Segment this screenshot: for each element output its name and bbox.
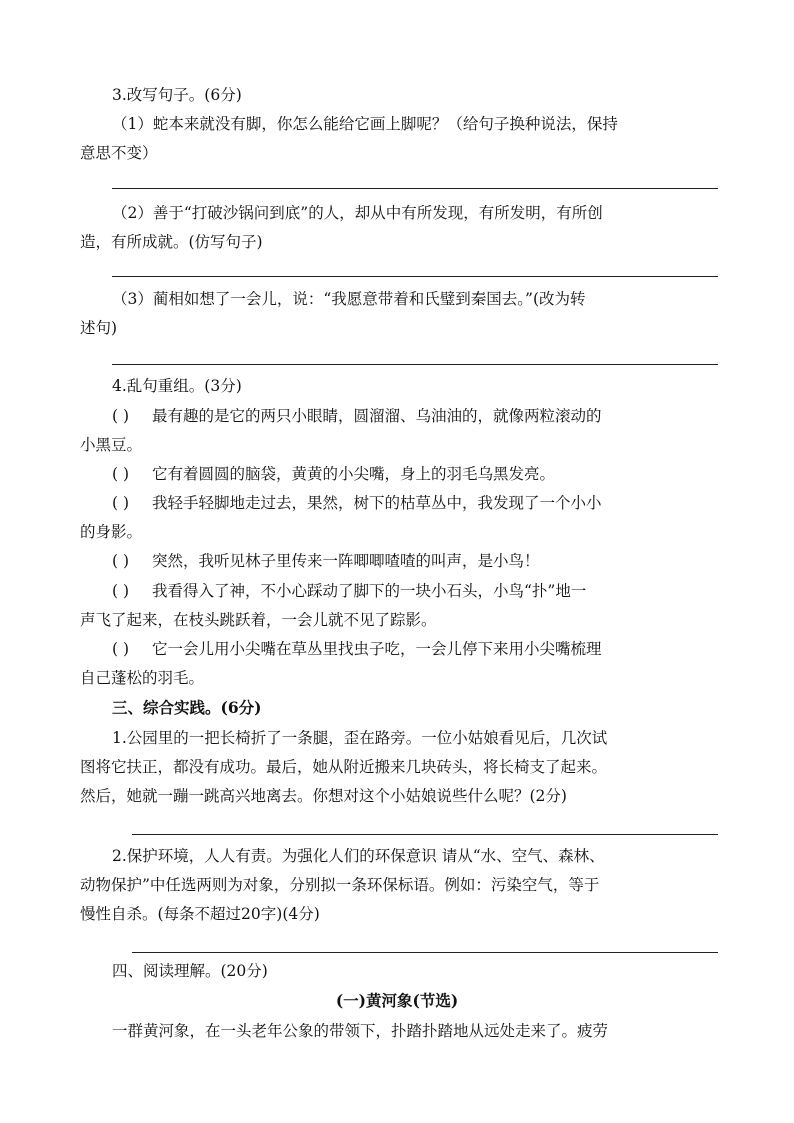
q4-item-3-line2: 的身影。: [80, 523, 143, 541]
q4-item-6-text: 它一会儿用小尖嘴在草丛里找虫子吃，一会儿停下来用小尖嘴梳理: [152, 640, 602, 658]
section3-q2-line3: 慢性自杀。(每条不超过20字)(4分): [80, 905, 320, 923]
answer-line-q3-3[interactable]: [112, 364, 718, 365]
q3-sentence1-line1: （1）蛇本来就没有脚，你怎么能给它画上脚呢？（给句子换种说法，保持: [112, 115, 618, 133]
answer-line-section3-q1[interactable]: [132, 834, 718, 835]
blank-paren[interactable]: ( ): [112, 494, 130, 512]
blank-paren[interactable]: ( ): [112, 552, 130, 570]
answer-line-section3-q2[interactable]: [132, 952, 718, 953]
answer-line-q3-1[interactable]: [112, 188, 718, 189]
q4-item-1-line2: 小黑豆。: [80, 436, 143, 454]
q4-item-2-text: 它有着圆圆的脑袋，黄黄的小尖嘴，身上的羽毛乌黑发亮。: [152, 465, 556, 483]
q4-item-6: [112, 638, 716, 660]
q4-item-4-text: 突然，我听见林子里传来一阵唧唧喳喳的叫声，是小鸟！: [152, 552, 540, 570]
q4-item-6-line2: 自己蓬松的羽毛。: [80, 669, 205, 687]
q3-sentence2-line2: 造，有所成就。(仿写句子): [80, 233, 263, 251]
q4-title: 4.乱句重组。(3分): [112, 377, 242, 395]
q4-item-4: [112, 550, 716, 572]
q3-title: 3.改写句子。(6分): [112, 86, 242, 104]
q3-sentence3-line1: （3）蔺相如想了一会儿，说：“我愿意带着和氏璧到秦国去。”(改为转: [112, 290, 586, 308]
q4-item-5: [112, 580, 716, 602]
q3-sentence3-line2: 述句): [80, 319, 118, 337]
section3-q1-line3: 然后，她就一蹦一跳高兴地离去。你想对这个小姑娘说些什么呢？(2分): [80, 787, 567, 805]
section3-q2-line1: 2.保护环境，人人有责。为强化人们的环保意识 请从“水、空气、森林、: [112, 847, 605, 865]
blank-paren[interactable]: ( ): [112, 640, 130, 658]
section3-q1-line1: 1.公园里的一把长椅折了一条腿，歪在路旁。一位小姑娘看见后，几次试: [112, 729, 608, 747]
q4-item-2: [112, 463, 716, 485]
q4-item-3: [112, 492, 716, 514]
blank-paren[interactable]: ( ): [112, 582, 130, 600]
section4-title: 四、阅读理解。(20分): [112, 962, 268, 980]
q3-sentence2-line1: （2）善于“打破沙锅问到底”的人，却从中有所发现，有所发明，有所创: [112, 204, 603, 222]
section3-q1-line2: 图将它扶正，都没有成功。最后，她从附近搬来几块砖头，将长椅支了起来。: [80, 758, 608, 776]
q3-sentence1-line2: 意思不变）: [80, 144, 158, 162]
blank-paren[interactable]: ( ): [112, 465, 130, 483]
q4-item-3-text: 我轻手轻脚地走过去，果然，树下的枯草丛中，我发现了一个小小: [152, 494, 602, 512]
q4-item-5-line2: 声飞了起来，在枝头跳跃着，一会儿就不见了踪影。: [80, 611, 437, 629]
q4-item-1: [112, 405, 716, 427]
blank-paren[interactable]: ( ): [112, 407, 130, 425]
q4-item-1-text: 最有趣的是它的两只小眼睛，圆溜溜、乌油油的，就像两粒滚动的: [152, 407, 602, 425]
passage-title: (一)黄河象(节选): [335, 991, 459, 1010]
passage-line-1: 一群黄河象，在一头老年公象的带领下，扑踏扑踏地从远处走来了。疲劳: [112, 1022, 609, 1040]
q4-item-5-text: 我看得入了神，不小心踩动了脚下的一块小石头，小鸟“扑”地一: [152, 582, 587, 600]
answer-line-q3-2[interactable]: [112, 276, 718, 277]
section3-title: 三、综合实践。(6分): [112, 698, 262, 717]
section3-q2-line2: 动物保护”中任选两则为对象，分别拟一条环保标语。例如：污染空气，等于: [80, 876, 600, 894]
